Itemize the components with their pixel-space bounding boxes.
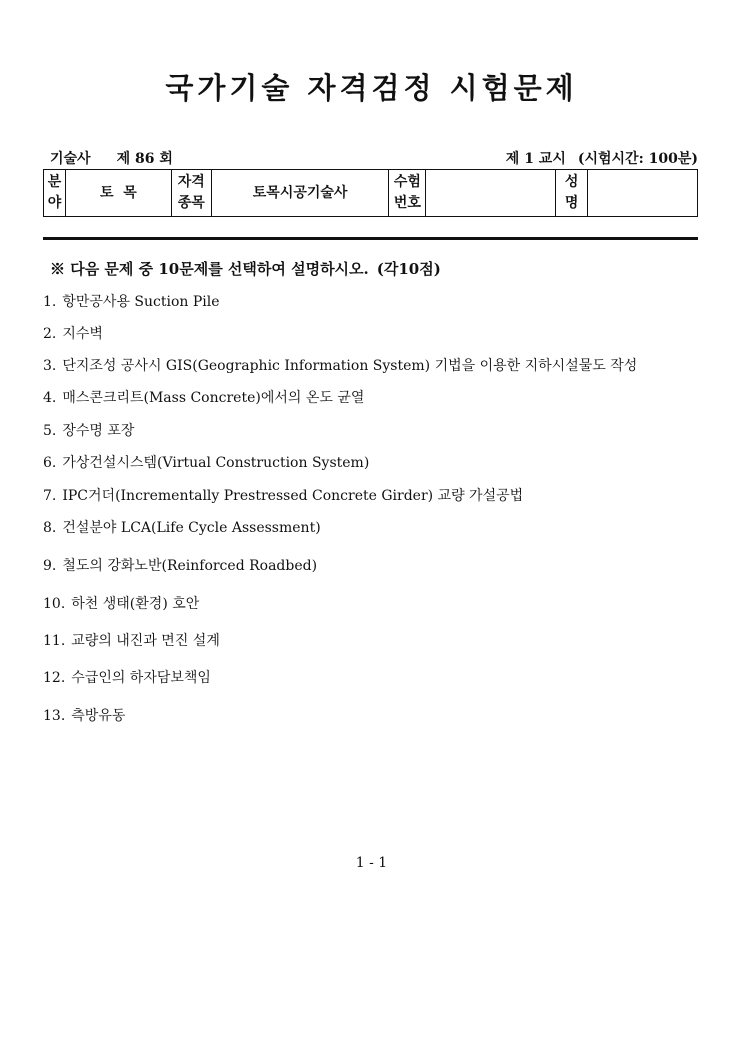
question-item: 5. 장수명 포장 [43,423,135,439]
exam-session-time [506,148,698,168]
page-title: 국가기술 자격검정 시험문제 [165,71,578,105]
page-number: 1 - 1 [355,855,388,871]
qualification-value: 토목시공기술사 [211,170,389,217]
exam-header [50,148,698,168]
instruction [50,258,441,279]
question-item: 8. 건설분야 LCA(Life Cycle Assessment) [43,520,321,536]
question-item: 10. 하천 생태(환경) 호안 [43,596,200,612]
question-item: 3. 단지조성 공사시 GIS(Geographic Information System) 기법을 이용한 지하시설물도 작성 [43,358,638,374]
exam-category: 기술사 [50,151,91,167]
qualification-label: 자격 종목 [171,170,211,217]
question-item: 4. 매스콘크리트(Mass Concrete)에서의 온도 균열 [43,390,365,406]
instruction-points: (각10점) [376,260,441,278]
field-value: 토 목 [65,170,171,217]
exam-round: 제 86 회 [116,151,173,167]
question-item: 13. 측방유동 [43,708,126,724]
instruction-text: ※ 다음 문제 중 10문제를 선택하여 설명하시오. [50,260,369,278]
question-item: 12. 수급인의 하자담보책임 [43,670,211,686]
question-item: 11. 교량의 내진과 면진 설계 [43,633,220,649]
question-item: 6. 가상건설시스템(Virtual Construction System) [43,455,370,471]
exam-number-label: 수험 번호 [389,170,426,217]
name-label: 성 명 [556,170,588,217]
exam-number-field[interactable] [426,170,556,217]
question-item: 9. 철도의 강화노반(Reinforced Roadbed) [43,558,318,574]
question-item: 1. 항만공사용 Suction Pile [43,294,220,310]
question-item: 2. 지수벽 [43,326,103,342]
exam-session: 제 1 교시 [505,151,566,167]
divider [43,237,698,240]
name-field[interactable] [588,170,698,217]
exam-info-table [43,169,698,217]
field-label: 분 야 [44,170,66,217]
exam-time: (시험시간: 100분) [577,151,698,167]
exam-category-round [50,148,173,168]
question-item: 7. IPC거더(Incrementally Prestressed Concrete Girder) 교량 가설공법 [43,488,524,504]
